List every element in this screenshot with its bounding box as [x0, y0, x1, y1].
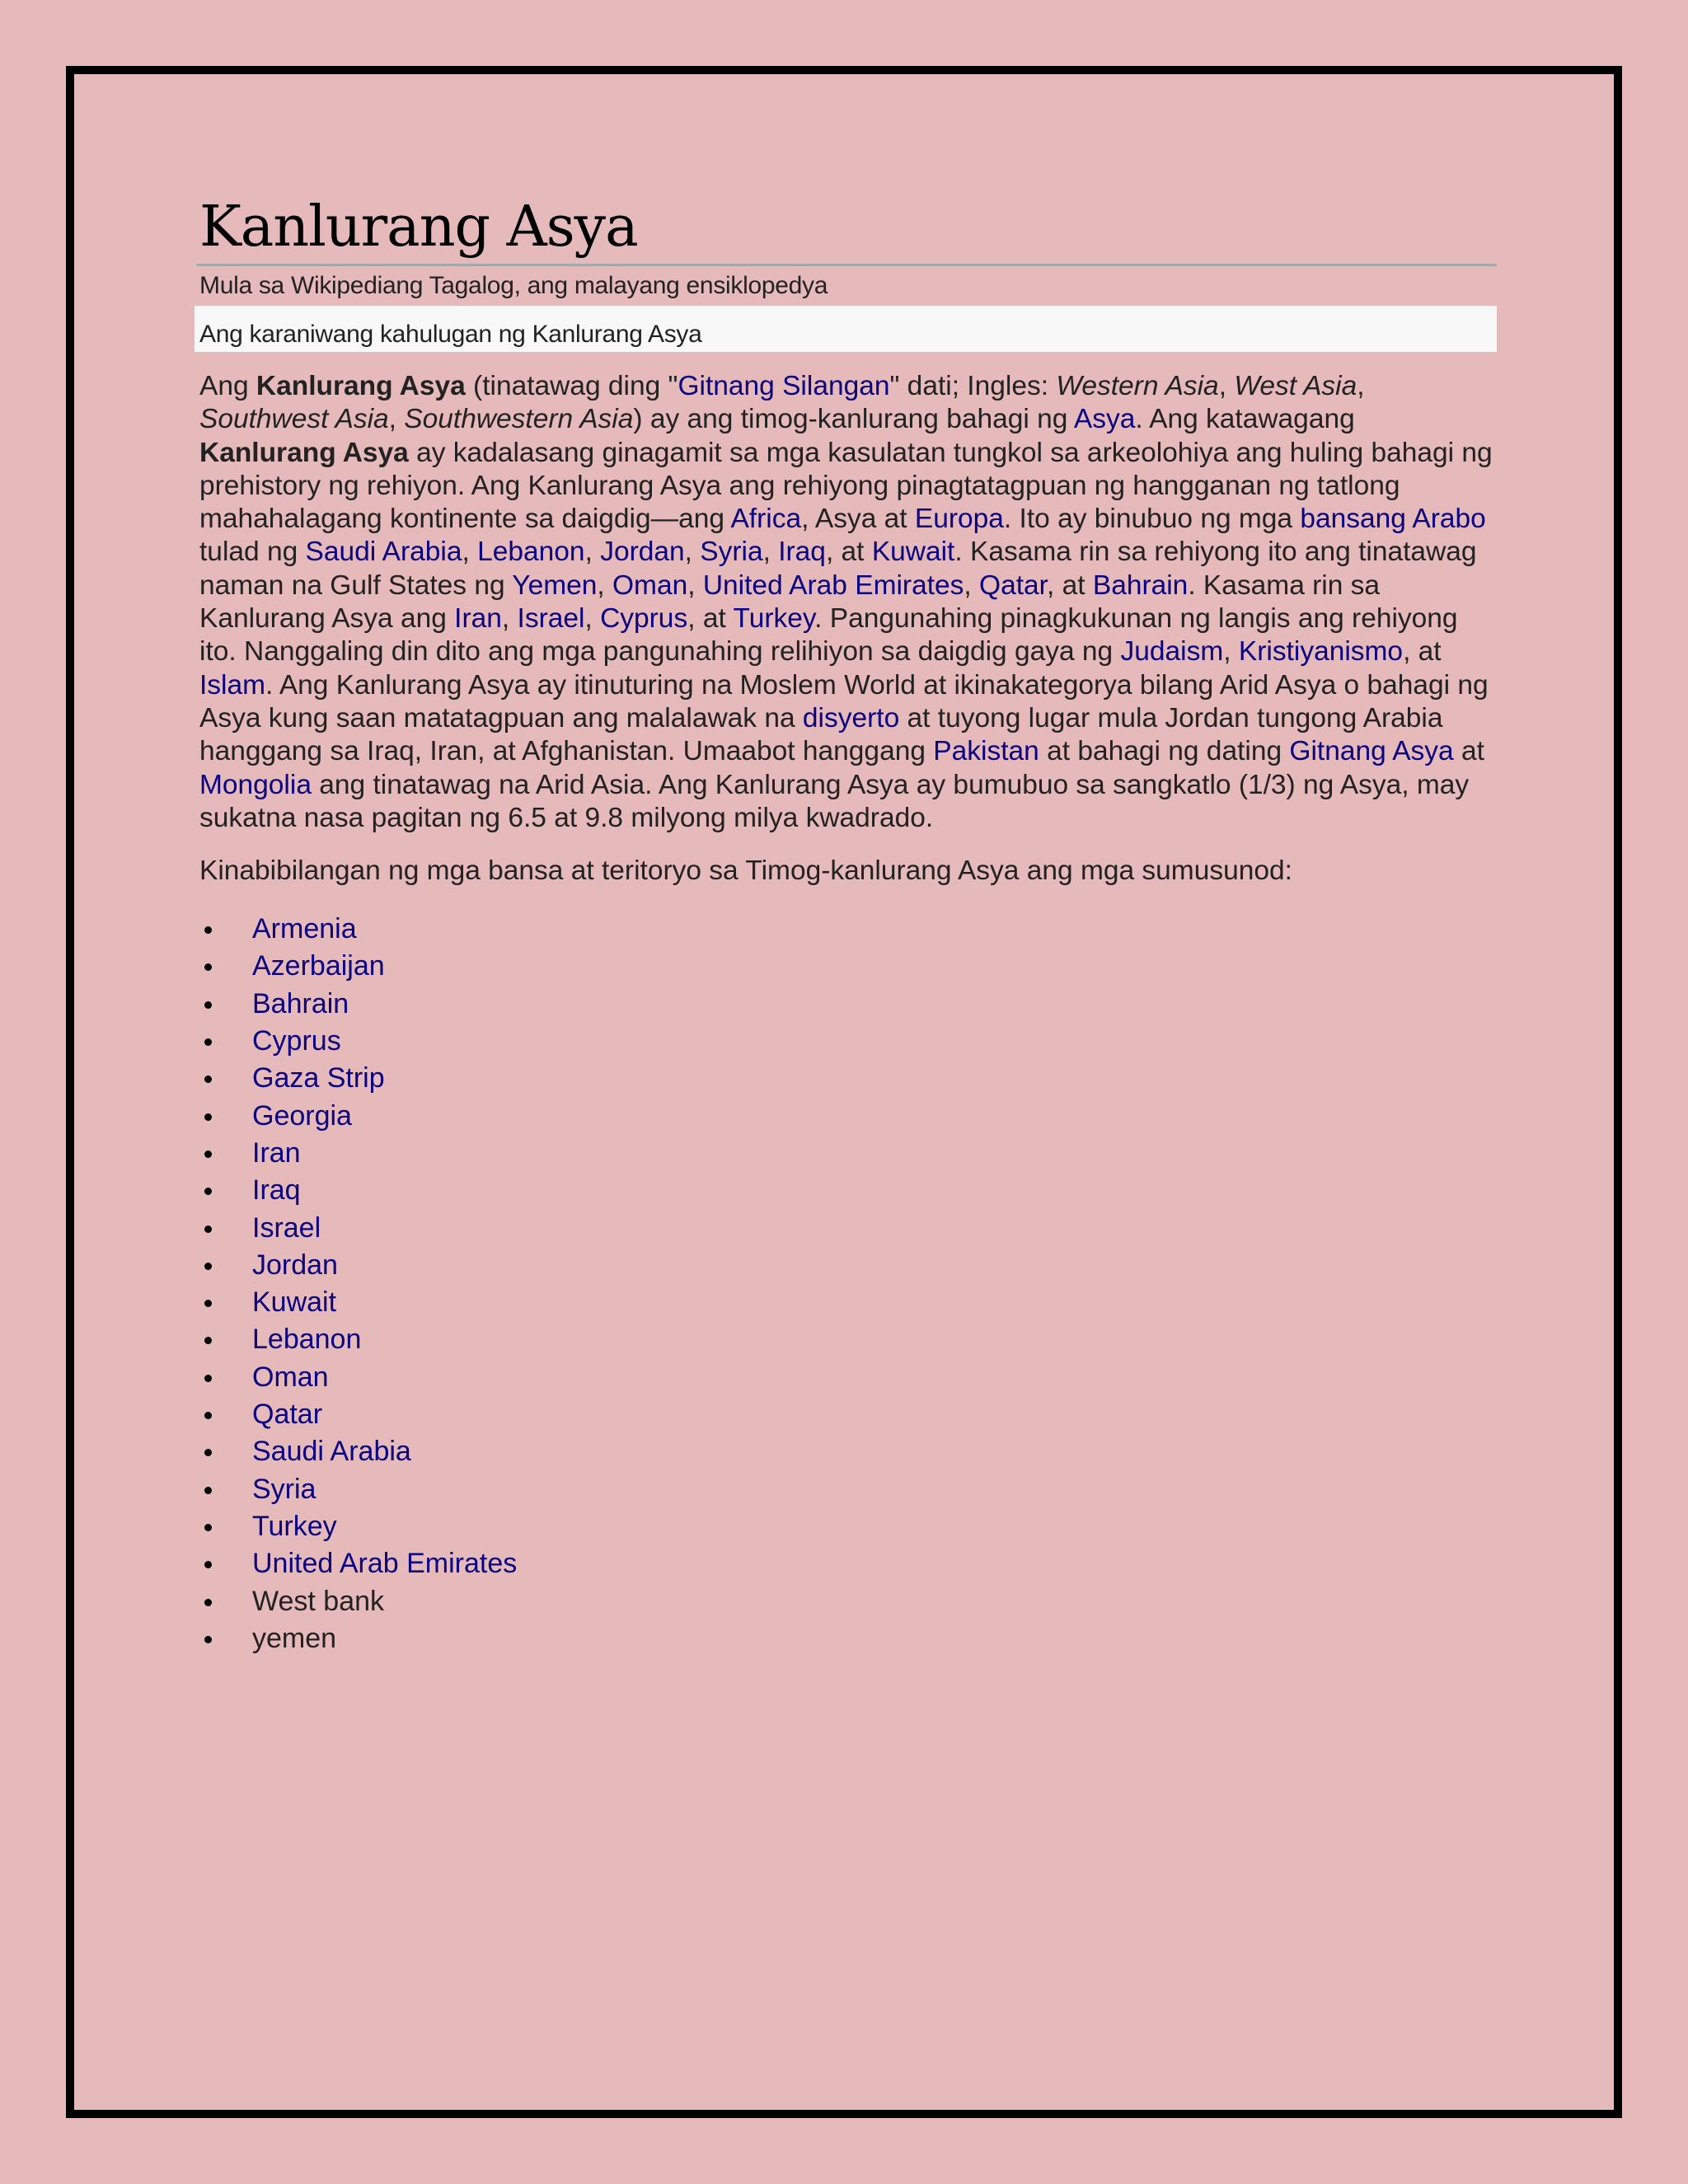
country-link[interactable]: Kuwait	[252, 1286, 337, 1319]
country-link[interactable]: Bahrain	[252, 987, 349, 1019]
inline-link[interactable]: Jordan	[600, 537, 685, 568]
intro-paragraph	[199, 370, 1497, 835]
country-link[interactable]: Azerbaijan	[252, 950, 385, 982]
paragraph-text: ) ay ang timog-kanlurang bahagi ng	[633, 404, 1074, 435]
inline-link[interactable]: Israel	[517, 603, 585, 635]
inline-link[interactable]: Pakistan	[933, 736, 1039, 767]
paragraph-text: . Kasama rin sa Kanlurang Asya ang	[199, 569, 1381, 635]
bullet-icon	[204, 963, 212, 971]
paragraph-text: ,	[388, 404, 405, 435]
country-link[interactable]: Saudi Arabia	[252, 1436, 411, 1468]
paragraph-text: ,	[501, 603, 518, 635]
list-item	[199, 1321, 1497, 1358]
bullet-icon	[204, 1151, 212, 1158]
paragraph-text: ,	[1223, 636, 1239, 668]
bullet-icon	[204, 1001, 212, 1009]
paragraph-text: ay kadalasang ginagamit sa mga kasulatan tungkol sa arkeolohiya ang huling bahagi ng prehistory ng rehiyon. Ang Kanlurang Asya ang rehiyong pinagtatagpuan ng hangganan ng tatlong mahahalagang kontinente sa daigdig—ang	[199, 437, 1493, 535]
image-caption-text: Ang karaniwang kahulugan ng Kanlurang Asya	[199, 321, 702, 348]
list-item	[199, 1396, 1497, 1433]
paragraph-text: ,	[1357, 371, 1365, 401]
inline-link[interactable]: Syria	[700, 537, 763, 568]
list-item	[199, 1284, 1497, 1321]
inline-link[interactable]: Iran	[454, 603, 502, 635]
inline-link[interactable]: Yemen	[512, 569, 598, 601]
italic-term: Southwest Asia	[199, 404, 389, 435]
italic-term: West Asia	[1234, 371, 1357, 401]
bullet-icon	[204, 1561, 212, 1568]
inline-link[interactable]: Mongolia	[199, 769, 312, 800]
paragraph-text: . Ang Kanlurang Asya ay itinuturing na Moslem World at ikinakategorya bilang Arid Asya o bahagi ng Asya kung saan matatagpuan ang malalawak na	[199, 669, 1489, 733]
inline-link[interactable]: Iraq	[778, 537, 826, 568]
country-link[interactable]: Lebanon	[252, 1324, 362, 1356]
paragraph-text: . Ang katawagang	[1135, 404, 1355, 435]
paragraph-text: ,	[684, 537, 701, 568]
bold-term: Kanlurang Asya	[199, 437, 409, 468]
title-divider	[196, 264, 1497, 266]
bullet-icon	[204, 1337, 212, 1344]
bullet-icon	[204, 1113, 212, 1121]
list-item	[199, 1620, 1497, 1657]
paragraph-text: at tuyong lugar mula Jordan tungong Arabia hanggang sa Iraq, Iran, at Afghanistan. Umaabot hanggang	[199, 702, 1443, 767]
inline-link[interactable]: Kristiyanismo	[1238, 636, 1404, 668]
paragraph-text: (tinatawag ding "	[465, 371, 678, 401]
inline-link[interactable]: United Arab Emirates	[702, 569, 964, 601]
list-item	[199, 1433, 1497, 1470]
list-item	[199, 1135, 1497, 1172]
inline-link[interactable]: Africa	[730, 504, 802, 535]
list-item	[199, 1172, 1497, 1209]
bullet-icon	[204, 926, 212, 934]
bullet-icon	[204, 1412, 212, 1419]
paragraph-text: ,	[462, 537, 478, 568]
bullet-icon	[204, 1038, 212, 1046]
bullet-icon	[204, 1487, 212, 1494]
paragraph-text: ,	[964, 569, 980, 601]
paragraph-text: tulad ng	[199, 537, 306, 568]
bullet-icon	[204, 1599, 212, 1606]
paragraph-text: Ang	[199, 371, 256, 401]
country-link[interactable]: United Arab Emirates	[252, 1548, 518, 1580]
bold-term: Kanlurang Asya	[256, 371, 466, 401]
country-list	[199, 911, 1497, 1657]
paragraph-text: , at	[1403, 636, 1442, 668]
list-item	[199, 1508, 1497, 1545]
paragraph-text: ang tinatawag na Arid Asia. Ang Kanlurang Asya ay bumubuo sa sangkatlo (1/3) ng Asya, may sukatna nasa pagitan ng 6.5 at 9.8 milyong milya kwadrado.	[199, 769, 1470, 833]
paragraph-text: , at	[825, 537, 872, 568]
list-item	[199, 1210, 1497, 1247]
list-item	[199, 911, 1497, 948]
country-link[interactable]: Jordan	[252, 1249, 338, 1281]
country-link[interactable]: Oman	[252, 1361, 329, 1393]
paragraph-text: , at	[687, 603, 734, 635]
list-item	[199, 1545, 1497, 1582]
country-link[interactable]: Israel	[252, 1212, 321, 1244]
article-content	[199, 191, 1497, 1657]
inline-link[interactable]: Lebanon	[477, 537, 585, 568]
paragraph-text: ,	[597, 569, 612, 601]
inline-link[interactable]: Kuwait	[871, 537, 955, 568]
list-item	[199, 1060, 1497, 1097]
paragraph-text: , Asya at	[801, 504, 915, 535]
italic-term: Southwestern Asia	[404, 404, 634, 435]
country-link[interactable]: Georgia	[252, 1099, 352, 1132]
bullet-icon	[204, 1226, 212, 1233]
paragraph-text: " dati; Ingles:	[889, 371, 1057, 401]
inline-link[interactable]: Oman	[612, 569, 688, 601]
list-item	[199, 1583, 1497, 1620]
list-item	[199, 986, 1497, 1023]
country-link[interactable]: Iran	[252, 1137, 301, 1169]
inline-link[interactable]: Judaism	[1120, 636, 1224, 668]
bullet-icon	[204, 1263, 212, 1270]
inline-link[interactable]: Europa	[914, 504, 1004, 535]
inline-link[interactable]: Gitnang Asya	[1289, 736, 1454, 767]
country-link[interactable]: Armenia	[252, 913, 357, 945]
country-link[interactable]: Qatar	[252, 1399, 323, 1431]
country-link[interactable]: Cyprus	[252, 1025, 341, 1057]
bullet-icon	[204, 1449, 212, 1456]
bullet-icon	[204, 1524, 212, 1531]
inline-link[interactable]: Cyprus	[600, 603, 688, 635]
paragraph-text: ,	[584, 603, 601, 635]
inline-link[interactable]: Islam	[199, 669, 266, 701]
inline-link[interactable]: bansang Arabo	[1300, 504, 1486, 535]
list-item	[199, 1098, 1497, 1135]
paragraph-text: . Ito ay binubuo ng mga	[1003, 504, 1301, 535]
list-item	[199, 1247, 1497, 1284]
paragraph-text: at bahagi ng dating	[1039, 736, 1290, 767]
bullet-icon	[204, 1375, 212, 1382]
paragraph-text: ,	[762, 537, 779, 568]
inline-link[interactable]: Saudi Arabia	[305, 537, 462, 568]
country-link[interactable]: Iraq	[252, 1174, 301, 1207]
inline-link[interactable]: Asya	[1073, 404, 1136, 435]
list-intro: Kinabibilangan ng mga bansa at teritoryo sa Timog-kanlurang Asya ang mga sumusunod:	[199, 855, 1292, 887]
inline-link[interactable]: Turkey	[733, 603, 815, 635]
page-subtitle: Mula sa Wikipediang Tagalog, ang malayang ensiklopedya	[199, 272, 828, 299]
country-link[interactable]: Gaza Strip	[252, 1062, 385, 1094]
list-item	[199, 948, 1497, 985]
italic-term: Western Asia	[1056, 371, 1219, 401]
inline-link[interactable]: Bahrain	[1092, 569, 1189, 601]
bullet-icon	[204, 1076, 212, 1083]
country-label: West bank	[252, 1585, 385, 1617]
paragraph-text: at	[1453, 736, 1484, 767]
inline-link[interactable]: Gitnang Silangan	[678, 371, 890, 401]
paragraph-text: ,	[687, 569, 703, 601]
bullet-icon	[204, 1188, 212, 1195]
list-item	[199, 1471, 1497, 1508]
list-item	[199, 1359, 1497, 1396]
paragraph-text: ,	[1218, 371, 1235, 401]
bullet-icon	[204, 1636, 212, 1643]
inline-link[interactable]: disyerto	[802, 702, 900, 733]
country-link[interactable]: Syria	[252, 1473, 316, 1505]
country-link[interactable]: Turkey	[252, 1510, 337, 1542]
bullet-icon	[204, 1300, 212, 1307]
inline-link[interactable]: Qatar	[979, 569, 1047, 601]
paragraph-text: , at	[1046, 569, 1093, 601]
image-caption	[195, 306, 1497, 352]
paragraph-text: . Kasama rin sa rehiyong ito ang tinatawag naman na Gulf States ng	[199, 537, 1477, 601]
paragraph-text: . Pangunahing pinagkukunan ng langis ang rehiyong ito. Nanggaling din dito ang mga pangunahing relihiyon sa daigdig gaya ng	[199, 603, 1458, 668]
list-item	[199, 1023, 1497, 1060]
country-label: yemen	[252, 1622, 337, 1654]
paragraph-text: ,	[584, 537, 601, 568]
page-title: Kanlurang Asya	[199, 194, 638, 260]
